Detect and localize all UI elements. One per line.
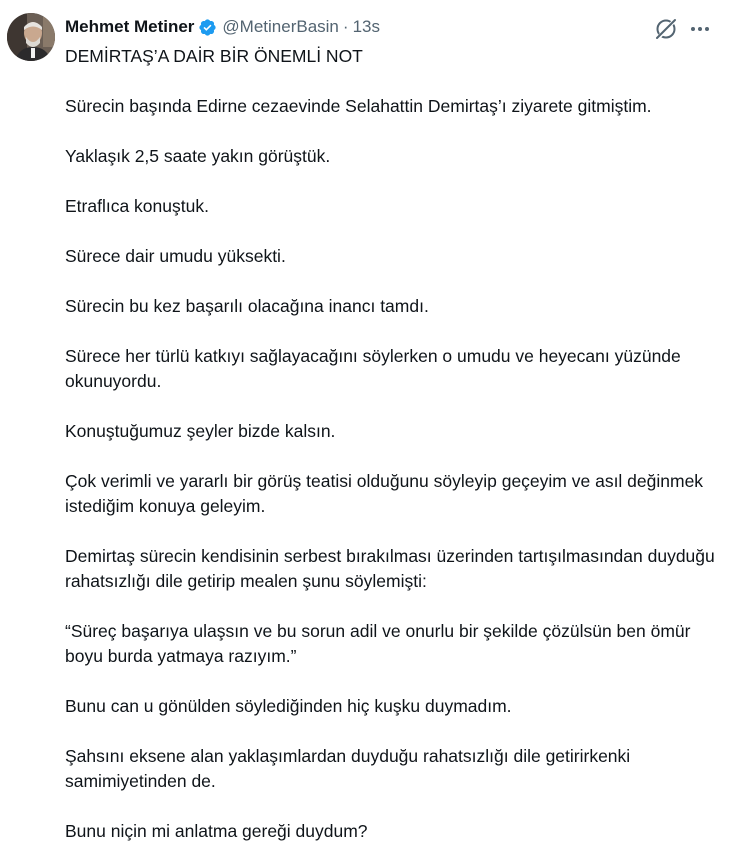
avatar-image xyxy=(7,13,55,61)
grok-icon[interactable] xyxy=(653,16,679,42)
timestamp[interactable]: 13s xyxy=(352,17,380,36)
tweet-title-line: DEMİRTAŞ’A DAİR BİR ÖNEMLİ NOT xyxy=(65,46,363,66)
tweet-paragraph: Konuştuğumuz şeyler bizde kalsın. xyxy=(65,421,336,441)
display-name[interactable]: Mehmet Metiner xyxy=(65,17,195,36)
tweet-paragraph: Sürecin bu kez başarılı olacağına inancı tamdı. xyxy=(65,296,429,316)
user-handle[interactable]: @MetinerBasin xyxy=(222,17,339,36)
tweet-paragraph: Demirtaş sürecin kendisinin serbest bırakılması üzerinden tartışılmasından duyduğu rahatsızlığı dile getirip mealen şunu söylemişti: xyxy=(65,546,715,591)
verified-badge-icon xyxy=(198,18,217,37)
tweet-paragraph: Yaklaşık 2,5 saate yakın görüştük. xyxy=(65,146,331,166)
tweet-quote: “Süreç başarıya ulaşsın ve bu sorun adil ve onurlu bir şekilde çözülsün ben ömür boyu burda yatmaya razıyım.” xyxy=(65,621,691,666)
tweet-paragraph: Şahsını eksene alan yaklaşımlardan duyduğu rahatsızlığı dile getirirkenki samimiyetinden de. xyxy=(65,746,631,791)
more-dots-icon[interactable] xyxy=(687,16,713,42)
tweet-text xyxy=(65,44,725,844)
tweet-paragraph: Sürece dair umudu yüksekti. xyxy=(65,246,286,266)
tweet-paragraph: Bunu niçin mi anlatma gereği duydum? xyxy=(65,821,368,841)
separator-dot: · xyxy=(342,17,349,36)
tweet-paragraph: Sürecin başında Edirne cezaevinde Selahattin Demirtaş’ı ziyarete gitmiştim. xyxy=(65,96,652,116)
tweet-paragraph: Bunu can u gönülden söylediğinden hiç kuşku duymadım. xyxy=(65,696,512,716)
tweet-header xyxy=(65,15,380,39)
tweet-paragraph: Sürece her türlü katkıyı sağlayacağını söylerken o umudu ve heyecanı yüzünde okunuyordu. xyxy=(65,346,681,391)
tweet-paragraph: Etraflıca konuştuk. xyxy=(65,196,209,216)
tweet-paragraph: Çok verimli ve yararlı bir görüş teatisi olduğunu söyleyip geçeyim ve asıl değinmek istediğim konuya geleyim. xyxy=(65,471,704,516)
avatar[interactable] xyxy=(7,13,55,61)
